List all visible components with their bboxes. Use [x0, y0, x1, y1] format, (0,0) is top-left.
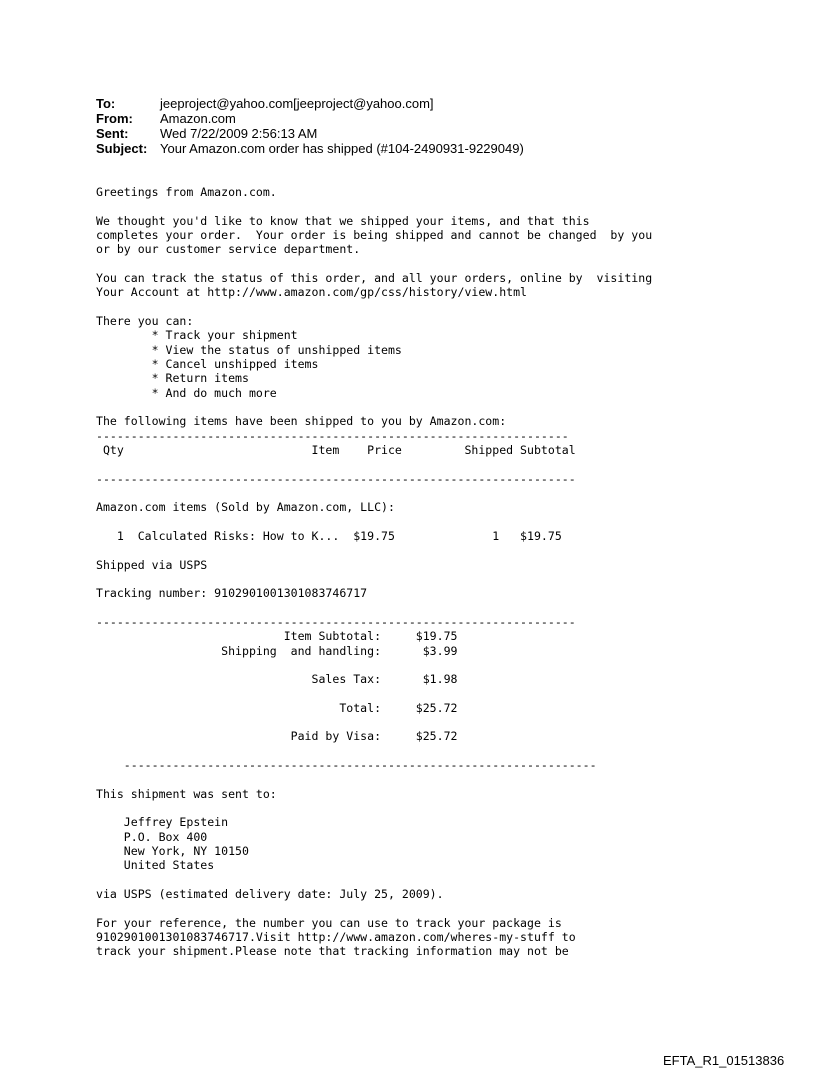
bullet-item: * Track your shipment [96, 328, 298, 343]
to-row [96, 96, 524, 111]
address-line: P.O. Box 400 [96, 829, 208, 844]
to-label: To: [96, 96, 116, 111]
bullet-item: * Return items [96, 371, 249, 386]
from-value: Amazon.com [160, 111, 236, 126]
table-header: Qty Item Price Shipped Subtotal [96, 442, 576, 457]
bullet-item: * View the status of unshipped items [96, 342, 402, 357]
body-line: The following items have been shipped to you by Amazon.com: [96, 414, 507, 429]
table-row: 1 Calculated Risks: How to K... $19.75 1 $19.75 [96, 528, 562, 543]
body-line-greeting: Greetings from Amazon.com. [96, 185, 277, 199]
address-line: New York, NY 10150 [96, 844, 249, 859]
email-body [96, 185, 652, 959]
totals-row: Paid by Visa: $25.72 [96, 729, 458, 744]
document-id: EFTA_R1_01513836 [663, 1053, 785, 1068]
body-line: For your reference, the number you can use to track your package is [96, 915, 562, 930]
totals-row: Total: $25.72 [96, 700, 458, 715]
tracking-number: Tracking number: 9102901001301083746717 [96, 586, 368, 601]
divider: -------------------------------------------------------------------- [96, 758, 597, 773]
divider: --------------------------------------------------------------------- [96, 471, 576, 486]
body-line: We thought you'd like to know that we shipped your items, and that this [96, 213, 590, 228]
totals-row: Item Subtotal: $19.75 [96, 629, 458, 644]
to-value: jeeproject@yahoo.com[jeeproject@yahoo.com] [160, 96, 434, 111]
bullet-item: * Cancel unshipped items [96, 356, 319, 371]
body-line: Shipped via USPS [96, 557, 208, 572]
body-line: This shipment was sent to: [96, 786, 277, 801]
body-line: completes your order. Your order is being shipped and cannot be changed by you [96, 227, 653, 242]
bullet-item: * And do much more [96, 385, 277, 400]
body-line: via USPS (estimated delivery date: July 25, 2009). [96, 887, 444, 902]
sent-label: Sent: [96, 126, 129, 141]
subject-value: Your Amazon.com order has shipped (#104-2490931-9229049) [160, 141, 524, 156]
totals-row: Sales Tax: $1.98 [96, 672, 458, 687]
email-header [96, 96, 524, 156]
body-line: Amazon.com items (Sold by Amazon.com, LLC): [96, 500, 395, 515]
divider: --------------------------------------------------------------------- [96, 614, 576, 629]
subject-row [96, 141, 524, 156]
divider: -------------------------------------------------------------------- [96, 428, 569, 443]
address-line: Jeffrey Epstein [96, 815, 229, 830]
sent-row [96, 126, 524, 141]
body-line: or by our customer service department. [96, 242, 361, 257]
body-line: You can track the status of this order, and all your orders, online by visiting [96, 270, 653, 285]
subject-label: Subject: [96, 141, 148, 156]
from-label: From: [96, 111, 133, 126]
body-line: There you can: [96, 313, 194, 328]
sent-value: Wed 7/22/2009 2:56:13 AM [160, 126, 318, 141]
body-line: track your shipment.Please note that tracking information may not be [96, 944, 569, 959]
from-row [96, 111, 524, 126]
address-line: United States [96, 858, 215, 873]
body-line: Your Account at http://www.amazon.com/gp/css/history/view.html [96, 285, 528, 300]
totals-row: Shipping and handling: $3.99 [96, 643, 458, 658]
body-line: 9102901001301083746717.Visit http://www.amazon.com/wheres-my-stuff to [96, 930, 576, 945]
